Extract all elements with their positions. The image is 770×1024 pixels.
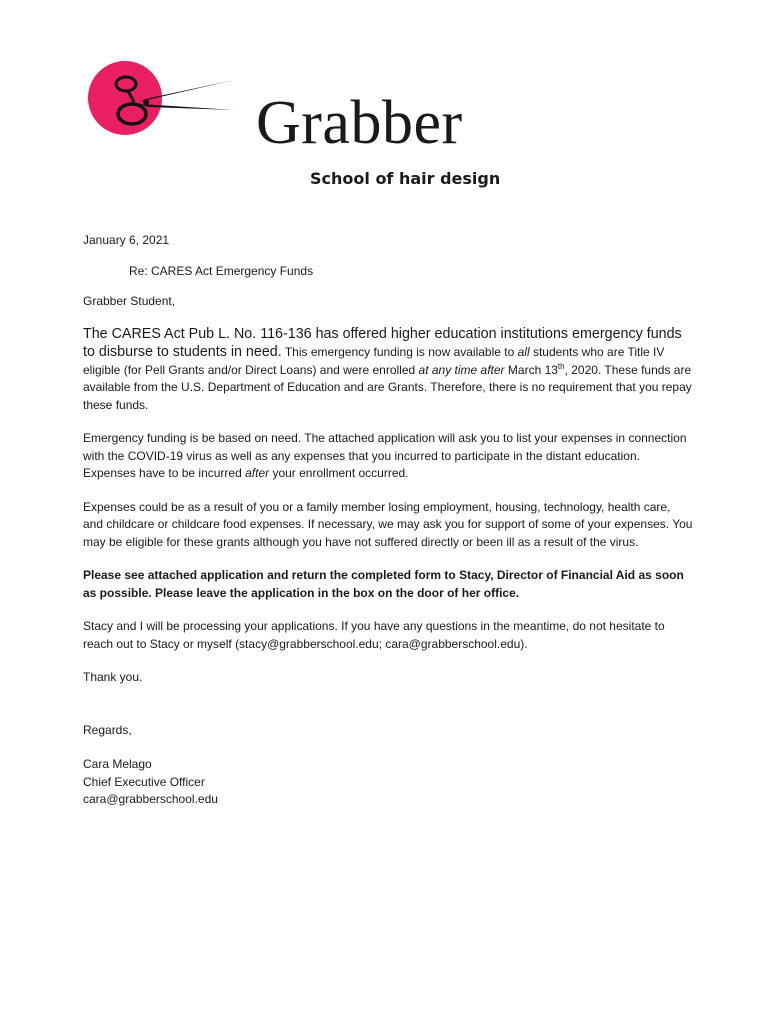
paragraph-text: Emergency funding is be based on need. The attached application will ask you to list your expenses in connection with the COVID-19 virus as well as any expenses that you incurred to participate in the distant education. Expenses have to be incurred [83, 431, 687, 480]
school-tagline: School of hair design [310, 169, 501, 188]
lead-sentence: The CARES Act Pub L. No. 116-136 has offered higher education institutions emergency funds to disburse to students in need. [83, 325, 682, 360]
paragraph-instructions: Please see attached application and return the completed form to Stacy, Director of Financial Aid as soon as possible. Please leave the application in the box on the door of her office. [83, 568, 684, 600]
subject-line: Re: CARES Act Emergency Funds [129, 263, 314, 278]
paragraph-text: March 13 [504, 362, 558, 377]
ordinal-suffix: th [557, 361, 565, 371]
signer-title: Chief Executive Officer [83, 774, 205, 789]
signer-email: cara@grabberschool.edu [83, 792, 218, 806]
salutation: Grabber Student, [83, 294, 176, 308]
paragraph-contact: Stacy and I will be processing your applications. If you have any questions in the meantime, do not hesitate to reach out to Stacy or myself (stacy@grabberschool.edu; cara@grabberschool.edu). [83, 619, 665, 651]
letter-body [83, 232, 693, 809]
emphasis-text: after [245, 466, 270, 480]
paragraph-need [83, 430, 693, 483]
closing-line: Regards, [83, 722, 132, 737]
paragraph-text: your enrollment occurred. [269, 466, 409, 480]
emphasis-text: all [517, 345, 530, 359]
paragraph-text: This emergency funding is now available to [281, 345, 518, 359]
paragraph-text: students who are Title IV eligible (for Pell Grants and/or Direct Loans) and were enrolled [83, 345, 665, 377]
scissors-logo-icon [88, 58, 248, 158]
paragraph-expenses: Expenses could be as a result of you or a family member losing employment, housing, technology, health care, and childcare or childcare food expenses. If necessary, we may ask you for support of some of your expenses. You may be eligible for these grants although you have not suffered directly or been ill as a result of the virus. [83, 499, 693, 549]
paragraph-text: , 2020. These funds are available from the U.S. Department of Education and are Grants. Therefore, there is no requirement that you repay these funds. [83, 362, 692, 412]
signer-name: Cara Melago [83, 757, 152, 771]
letter-date: January 6, 2021 [83, 233, 170, 247]
school-brand-name: Grabber [256, 89, 463, 157]
emphasis-text: at any time after [418, 362, 505, 377]
paragraph-funding [83, 325, 693, 415]
thanks-line: Thank you. [83, 670, 143, 684]
